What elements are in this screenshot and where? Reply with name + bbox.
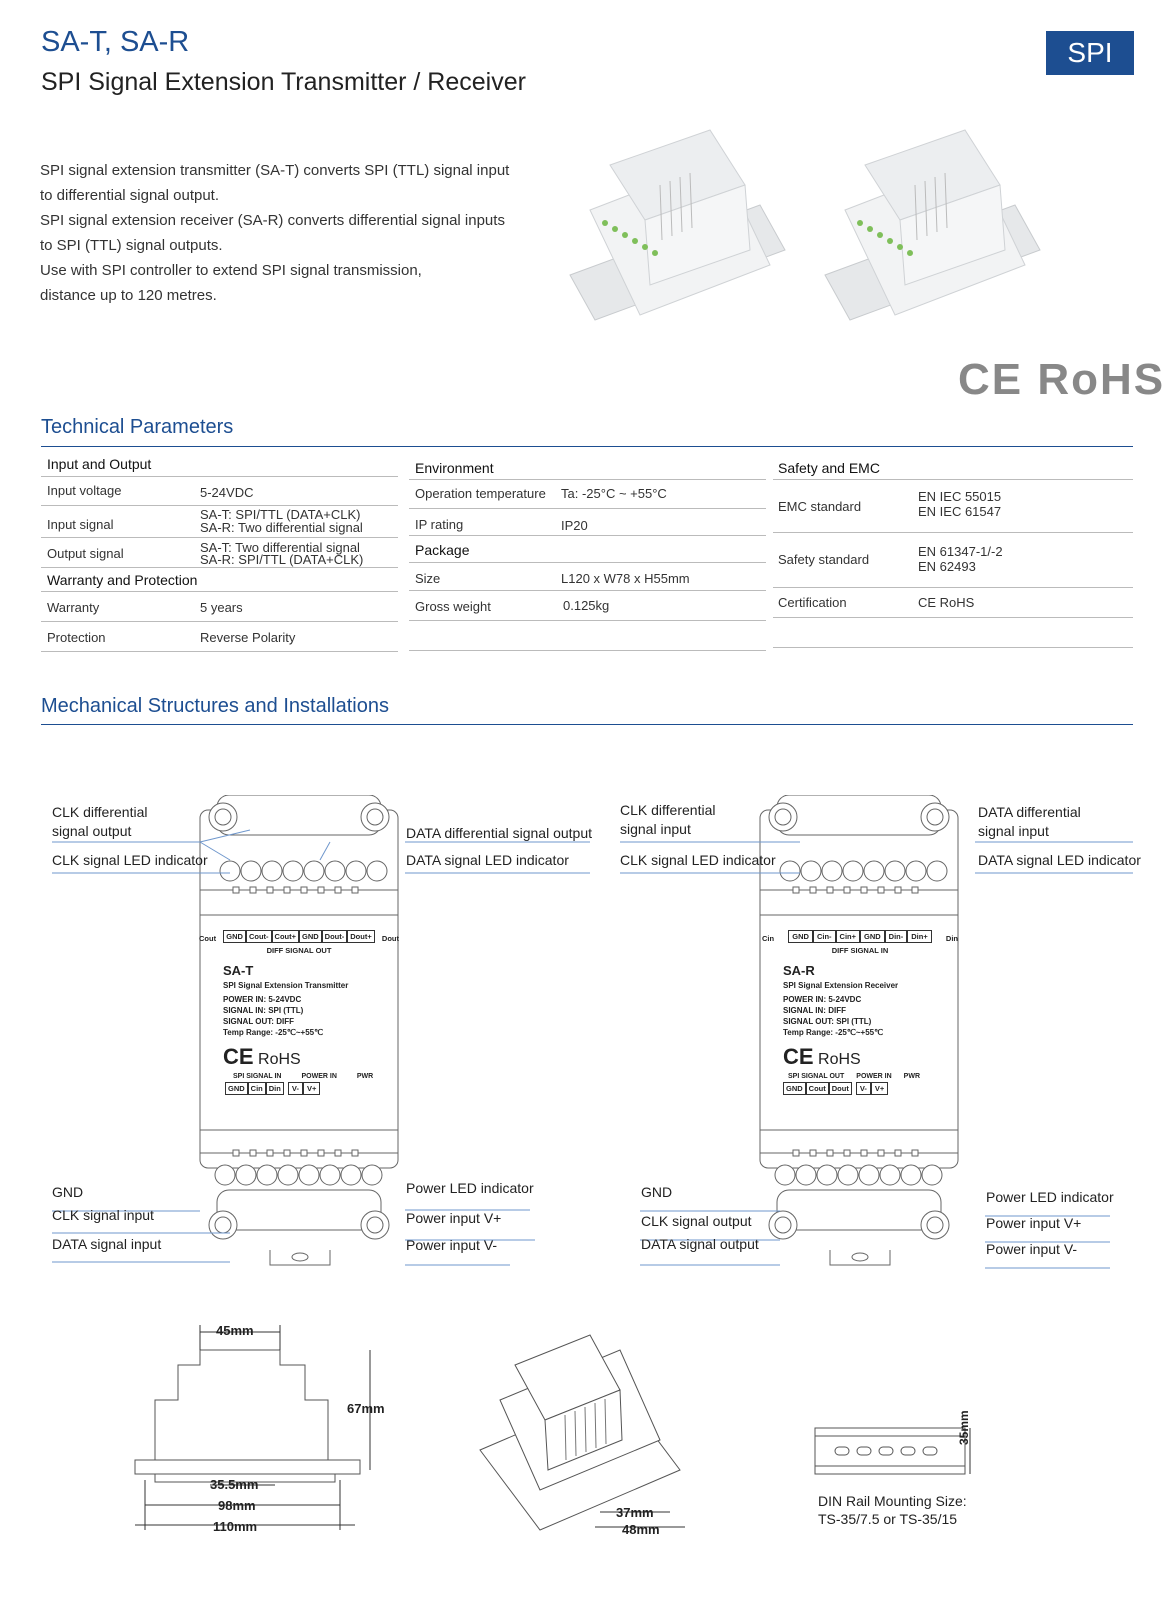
callout-gnd: GND — [52, 1184, 84, 1200]
param-row: Input signal SA-T: SPI/TTL (DATA+CLK) SA-R: Two differential signal — [41, 505, 398, 538]
terminal: Dout — [829, 1082, 852, 1095]
sat-spec-lines: POWER IN: 5-24VDC SIGNAL IN: SPI (TTL) SIGNAL OUT: DIFF Temp Range: -25℃~+55℃ — [223, 995, 324, 1037]
param-row: IP rating IP20 — [409, 508, 766, 536]
sat-bottom-label1: SPI SIGNAL IN — [233, 1073, 282, 1080]
section-title-mech: Mechanical Structures and Installations — [41, 695, 389, 717]
param-group-heading: Environment — [409, 455, 766, 480]
param-row-empty — [773, 617, 1133, 648]
terminal: Din+ — [907, 930, 931, 943]
param-row: Certification CE RoHS — [773, 587, 1133, 618]
parameters-table — [0, 0, 1170, 700]
dim-98mm: 98mm — [218, 1498, 256, 1513]
intro-line: Use with SPI controller to extend SPI signal transmission, — [40, 262, 422, 279]
dim-45mm: 45mm — [216, 1323, 254, 1338]
terminal: GND — [783, 1082, 806, 1095]
param-row: Warranty 5 years — [41, 591, 398, 622]
dim-67mm: 67mm — [347, 1401, 385, 1416]
terminal: Cin- — [813, 930, 836, 943]
dim-35-5mm: 35.5mm — [210, 1477, 259, 1492]
param-row: Protection Reverse Polarity — [41, 621, 398, 652]
terminal: Cin — [248, 1082, 266, 1095]
callout-power-vplus: Power input V+ — [986, 1215, 1082, 1231]
sar-bottom-label2: POWER IN — [856, 1073, 892, 1080]
dim-110mm: 110mm — [213, 1519, 258, 1534]
callout-power-led: Power LED indicator — [986, 1189, 1114, 1205]
sat-pwr-label: PWR — [356, 1073, 374, 1080]
terminal: Cin+ — [836, 930, 860, 943]
callout-data-led: DATA signal LED indicator — [978, 852, 1141, 868]
section-title-tech: Technical Parameters — [41, 416, 234, 438]
param-row: Gross weight 0.125kg — [409, 590, 766, 621]
callout-gnd: GND — [641, 1184, 673, 1200]
sar-din-led: Din — [945, 934, 958, 943]
param-group-heading: Warranty and Protection — [41, 567, 398, 592]
terminal: Cout — [806, 1082, 829, 1095]
sar-cin-led: Cin — [762, 934, 775, 943]
sat-dout-led: Dout — [381, 934, 399, 943]
param-row: Input voltage 5-24VDC — [41, 476, 398, 506]
intro-line: distance up to 120 metres. — [40, 287, 217, 304]
terminal: Dout- — [322, 930, 348, 943]
terminal: Dout+ — [347, 930, 374, 943]
callout-data-diff-output: DATA differential signal output — [406, 825, 592, 841]
terminal: GND — [223, 930, 246, 943]
iso-dimension-drawing — [470, 1330, 700, 1570]
param-row-empty — [409, 620, 766, 651]
param-group-heading: Safety and EMC — [773, 455, 1133, 480]
callout-clk-output: CLK signal output — [641, 1213, 752, 1229]
din-rail-caption: DIN Rail Mounting Size: TS-35/7.5 or TS-35/15 — [818, 1493, 967, 1527]
dim-37mm: 37mm — [616, 1505, 654, 1520]
sat-bottom-label2: POWER IN — [301, 1073, 337, 1080]
terminal: V- — [288, 1082, 303, 1095]
dim-35mm: 35mm — [957, 1410, 971, 1445]
sat-ce-rohs-mark: CE RoHS — [223, 1044, 301, 1069]
terminal: GND — [225, 1082, 248, 1095]
intro-line: to differential signal output. — [40, 187, 220, 204]
terminal: Cout+ — [272, 930, 299, 943]
section-rule — [41, 724, 1133, 725]
sar-spec-lines: POWER IN: 5-24VDC SIGNAL IN: DIFF SIGNAL OUT: SPI (TTL) Temp Range: -25℃~+55℃ — [783, 995, 884, 1037]
terminal: V+ — [303, 1082, 320, 1095]
terminal: GND — [860, 930, 885, 943]
sar-bottom-label1: SPI SIGNAL OUT — [788, 1073, 845, 1080]
param-row: EMC standard EN IEC 55015 EN IEC 61547 — [773, 479, 1133, 533]
callout-clk-input: CLK signal input — [52, 1207, 154, 1223]
terminal: Din- — [885, 930, 908, 943]
certification-marks: CE RoHS — [958, 355, 1166, 404]
sat-name: SPI Signal Extension Transmitter — [223, 981, 349, 990]
sat-model: SA-T — [223, 963, 254, 978]
callout-clk-led: CLK signal LED indicator — [52, 852, 208, 868]
intro-line: to SPI (TTL) signal outputs. — [40, 237, 223, 254]
intro-line: SPI signal extension receiver (SA-R) converts differential signal inputs — [40, 212, 505, 229]
param-row: Size L120 x W78 x H55mm — [409, 562, 766, 591]
param-group-heading: Package — [409, 535, 766, 563]
sar-ce-rohs-mark: CE RoHS — [783, 1044, 861, 1069]
category-badge: SPI — [1046, 31, 1134, 75]
param-row: Safety standard EN 61347-1/-2 EN 62493 — [773, 532, 1133, 588]
callout-data-led: DATA signal LED indicator — [406, 852, 569, 868]
callout-data-diff-input: DATA differential signal input — [978, 804, 1081, 839]
terminal: GND — [299, 930, 322, 943]
terminal: Din — [266, 1082, 284, 1095]
callout-power-vplus: Power input V+ — [406, 1210, 502, 1226]
sar-model: SA-R — [783, 963, 815, 978]
page-subtitle: SPI Signal Extension Transmitter / Receiver — [41, 68, 526, 96]
callout-power-vminus: Power input V- — [406, 1237, 498, 1253]
callout-power-led: Power LED indicator — [406, 1180, 534, 1196]
sat-top-label: DIFF SIGNAL OUT — [266, 946, 332, 955]
sat-cout-led: Cout — [199, 934, 217, 943]
sar-pwr-label: PWR — [903, 1073, 921, 1080]
sar-name: SPI Signal Extension Receiver — [783, 981, 899, 990]
page-title: SA-T, SA-R — [41, 26, 190, 58]
terminal: V- — [856, 1082, 871, 1095]
param-group-heading: Input and Output — [41, 452, 398, 477]
terminal: GND — [788, 930, 813, 943]
callout-clk-diff-output: CLK differential signal output — [52, 804, 148, 839]
terminal: Cout- — [246, 930, 272, 943]
callout-data-output: DATA signal output — [641, 1236, 759, 1252]
terminal: V+ — [871, 1082, 888, 1095]
intro-line: SPI signal extension transmitter (SA-T) converts SPI (TTL) signal input — [40, 162, 510, 179]
callout-clk-led: CLK signal LED indicator — [620, 852, 776, 868]
dim-48mm: 48mm — [622, 1522, 660, 1537]
param-row: Output signal SA-T: Two differential signal SA-R: SPI/TTL (DATA+CLK) — [41, 537, 398, 568]
callout-clk-diff-input: CLK differential signal input — [620, 802, 716, 837]
param-row: Operation temperature Ta: -25°C ~ +55°C — [409, 479, 766, 509]
sar-top-label: DIFF SIGNAL IN — [831, 946, 889, 955]
callout-power-vminus: Power input V- — [986, 1241, 1078, 1257]
callout-data-input: DATA signal input — [52, 1236, 162, 1252]
